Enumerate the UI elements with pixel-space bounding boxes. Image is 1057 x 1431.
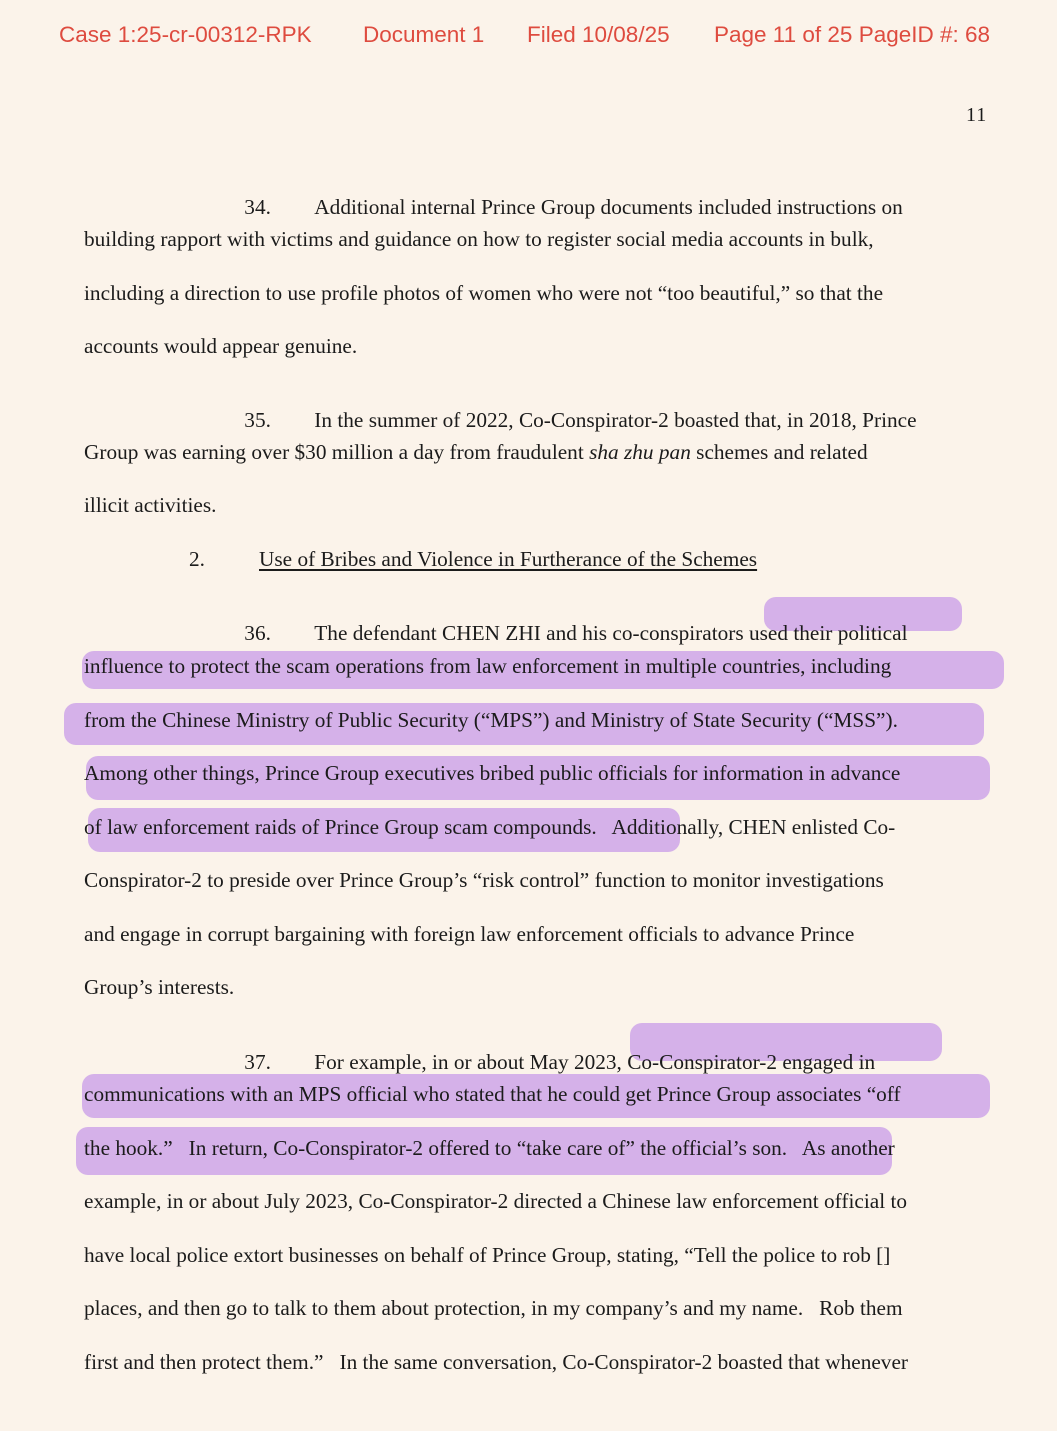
paragraph-line <box>84 442 868 463</box>
paragraph-line: Group’s interests. <box>84 975 235 999</box>
paragraph-line: communications with an MPS official who stated that he could get Prince Group associates “off <box>84 1082 901 1106</box>
paragraph-line: influence to protect the scam operations from law enforcement in multiple countries, including <box>84 654 892 678</box>
paragraph-line: places, and then go to talk to them about protection, in my company’s and my name. Rob them <box>84 1296 903 1320</box>
paragraph-text: The defendant CHEN ZHI and his co-conspirators used their political <box>314 621 908 646</box>
paragraph-line: from the Chinese Ministry of Public Security (“MPS”) and Ministry of State Security (“MSS”). <box>84 708 898 732</box>
page-number: 11 <box>966 104 988 126</box>
header-filed-date: Filed 10/08/25 <box>527 22 670 47</box>
paragraph-text: For example, in or about May 2023, Co-Conspirator-2 engaged in <box>314 1050 876 1075</box>
section-title: Use of Bribes and Violence in Furtherance of the Schemes <box>259 547 758 571</box>
paragraph-line: accounts would appear genuine. <box>84 334 358 358</box>
paragraph-line: example, in or about July 2023, Co-Conspirator-2 directed a Chinese law enforcement official to <box>84 1189 908 1213</box>
paragraph-line: the hook.” In return, Co-Conspirator-2 offered to “take care of” the official’s son. As another <box>84 1136 895 1160</box>
header-page-info: Page 11 of 25 PageID #: 68 <box>714 22 991 47</box>
paragraph-line: illicit activities. <box>84 493 217 517</box>
paragraph-number: 34. <box>244 195 271 220</box>
italic-term: sha zhu pan <box>589 440 691 464</box>
paragraph-line: including a direction to use profile photos of women who were not “too beautiful,” so that the <box>84 281 884 305</box>
paragraph-text: Additional internal Prince Group documents included instructions on <box>314 195 903 220</box>
paragraph-line: Among other things, Prince Group executives bribed public officials for information in advance <box>84 761 901 785</box>
text-segment: schemes and related <box>690 440 868 464</box>
paragraph-line: of law enforcement raids of Prince Group scam compounds. Additionally, CHEN enlisted Co- <box>84 815 896 839</box>
paragraph-line: and engage in corrupt bargaining with foreign law enforcement officials to advance Prince <box>84 922 855 946</box>
paragraph-line: Conspirator-2 to preside over Prince Group’s “risk control” function to monitor investigations <box>84 868 884 892</box>
paragraph-text: In the summer of 2022, Co-Conspirator-2 boasted that, in 2018, Prince <box>314 408 917 433</box>
paragraph-number: 36. <box>244 621 271 646</box>
paragraph-number: 35. <box>244 408 271 433</box>
paragraph-line: have local police extort businesses on behalf of Prince Group, stating, “Tell the police to rob [] <box>84 1243 891 1267</box>
paragraph-line: building rapport with victims and guidance on how to register social media accounts in bulk, <box>84 227 874 251</box>
header-case-number: Case 1:25-cr-00312-RPK <box>59 22 312 47</box>
paragraph-line: first and then protect them.” In the same conversation, Co-Conspirator-2 boasted that whenever <box>84 1350 908 1374</box>
section-number: 2. <box>189 547 205 571</box>
paragraph-number: 37. <box>244 1050 271 1075</box>
header-document: Document 1 <box>363 22 485 47</box>
text-segment: Group was earning over $30 million a day from fraudulent <box>84 440 590 464</box>
